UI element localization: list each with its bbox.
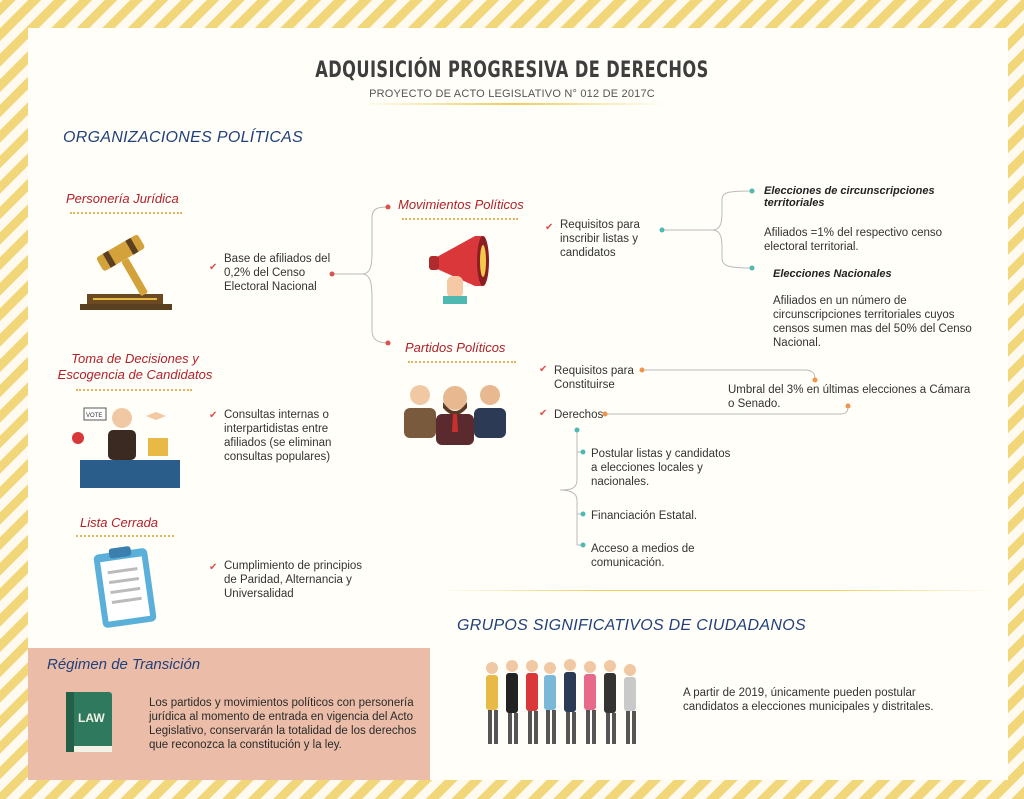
grupos-text: A partir de 2019, únicamente pueden postular candidatos a elecciones municipales y distritales. [683,687,934,713]
check-icon: ✔ [209,262,218,273]
law-book-icon [60,688,118,756]
movimientos-requisitos: Requisitos para inscribir listas y candidatos [560,219,640,259]
org-heading: ORGANIZACIONES POLÍTICAS [63,129,304,146]
megaphone-icon [425,226,500,306]
derechos-label: Derechos [554,409,604,421]
politicians-icon [398,380,513,445]
citizens-group-icon [472,658,647,748]
toma-divider [76,389,192,391]
transition-title: Régimen de Transición [47,656,201,673]
derecho-financiacion: Financiación Estatal. [591,510,698,522]
toma-title-line1: Toma de Decisiones y [71,351,199,366]
personeria-text: Base de afiliados del 0,2% del Censo Electoral Nacional [224,253,331,293]
movimientos-divider [402,218,518,220]
circ-text: Afiliados =1% del respectivo censo electoral territorial. [764,227,943,253]
toma-text: Consultas internas o interpartidistas entre afiliados (se eliminan consultas populares) [224,409,332,463]
derecho-medios: Acceso a medios de comunicación. [591,543,695,569]
gavel-icon [75,232,185,317]
partidos-title: Partidos Políticos [405,340,506,355]
page-title: ADQUISICIÓN PROGRESIVA DE DERECHOS [315,58,709,83]
check-icon: ✔ [539,408,548,419]
nac-text: Afiliados en un número de circunscripciones territoriales cuyos censos sumen mas del 50% del Censo Nacional. [773,295,972,349]
nac-title: Elecciones Nacionales [773,268,892,280]
personeria-divider [70,212,182,214]
toma-title [40,351,230,383]
transition-text: Los partidos y movimientos políticos con personería jurídica al momento de entrada en vigencia del Acto Legislativo, conservarán la totalidad de los derechos que reconozca la constitución y la ley. [149,697,417,751]
partidos-requisitos: Requisitos para Constituirse [554,365,634,391]
check-icon: ✔ [209,562,218,573]
grupos-heading: GRUPOS SIGNIFICATIVOS DE CIUDADANOS [457,617,806,634]
umbral-text: Umbral del 3% en últimas elecciones a Cámara o Senado. [728,384,971,410]
check-icon: ✔ [209,410,218,421]
lista-title: Lista Cerrada [80,515,159,530]
lista-divider [76,535,174,537]
section-divider [438,590,998,591]
derecho-postular: Postular listas y candidatos a elecciones locales y nacionales. [591,448,731,488]
lista-text: Cumplimiento de principios de Paridad, Alternancia y Universalidad [224,560,363,600]
clipboard-icon [90,545,160,631]
svg-text:LAW: LAW [78,711,105,725]
personeria-title: Personería Jurídica [66,191,179,206]
check-icon: ✔ [539,364,548,375]
partidos-divider [408,361,516,363]
page-subtitle: PROYECTO DE ACTO LEGISLATIVO N° 012 DE 2017C [369,88,655,100]
movimientos-title: Movimientos Políticos [398,197,524,212]
check-icon: ✔ [545,222,554,233]
toma-title-line2: Escogencia de Candidatos [57,367,213,382]
svg-text:VOTE: VOTE [86,413,103,419]
circ-title: Elecciones de circunscripciones territoriales [764,185,935,209]
ballot-speaker-icon [70,398,190,490]
